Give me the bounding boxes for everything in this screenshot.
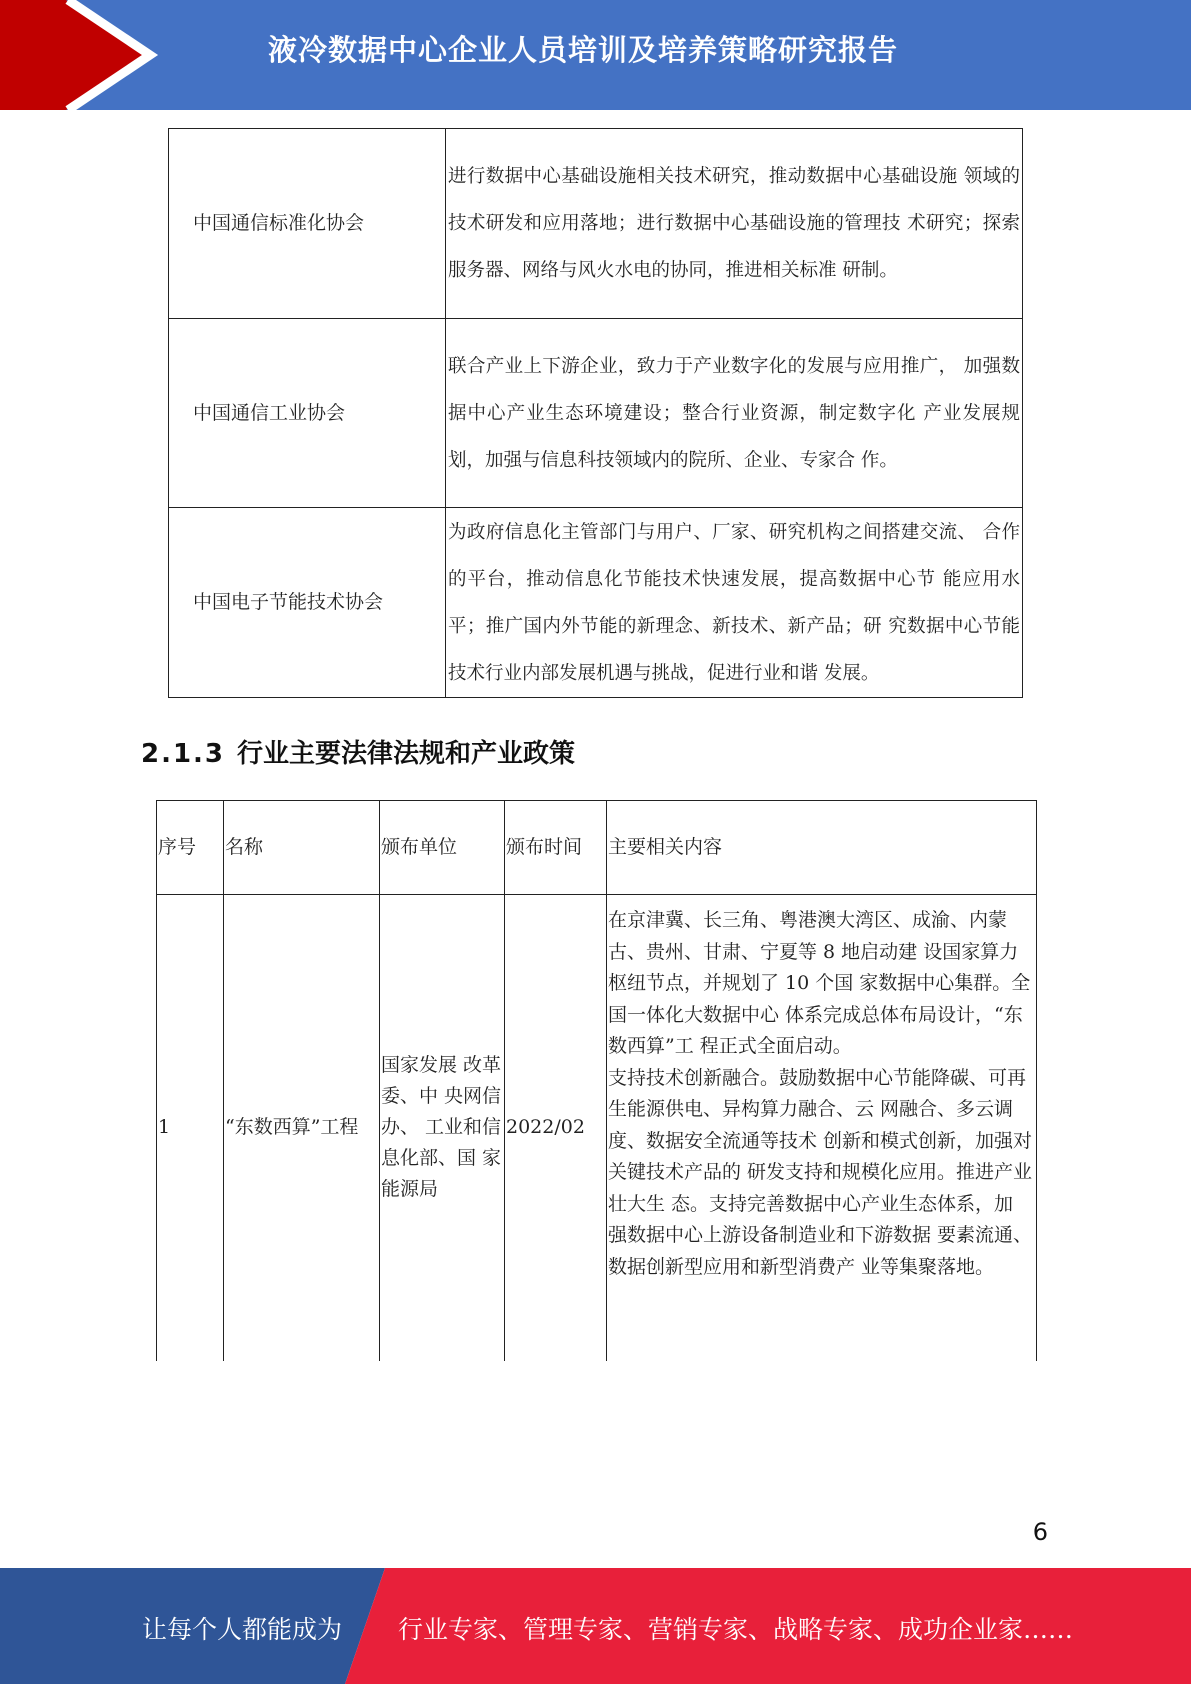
column-header-index: 序号 (157, 801, 224, 895)
report-title: 液冷数据中心企业人员培训及培养策略研究报告 (268, 33, 899, 67)
policy-index: 1 (157, 895, 224, 1361)
footer-slogan-right: 行业专家、管理专家、营销专家、战略专家、成功企业家…… (398, 1615, 1074, 1644)
association-description: 进行数据中心基础设施相关技术研究，推动数据中心基础设施 领域的技术研发和应用落地；进行数据中心基础设施的管理技 术研究；探索服务器、网络与风火水电的协同，推进相关标准 研制。 (446, 129, 1023, 319)
page-number: 6 (1032, 1518, 1048, 1546)
table-header-row (157, 801, 1037, 895)
column-header-date: 颁布时间 (505, 801, 607, 895)
policy-table (156, 800, 1037, 1361)
table-row (157, 895, 1037, 1361)
policy-content-paragraph: 支持技术创新融合。鼓励数据中心节能降碳、可再生能源供电、异构算力融合、云 网融合、多云调度、数据安全流通等技术 创新和模式创新，加强对关键技术产品的 研发支持和规模化应用。推进产业壮大生 态。支持完善数据中心产业生态体系，加 强数据中心上游设备制造业和下游数据 要素流通、数据创新型应用和新型消费产 业等集聚落地。 (608, 1066, 1033, 1278)
association-name: 中国通信工业协会 (169, 319, 446, 508)
association-table (168, 128, 1023, 698)
association-description: 为政府信息化主管部门与用户、厂家、研究机构之间搭建交流、 合作的平台，推动信息化节能技术快速发展，提高数据中心节 能应用水平；推广国内外节能的新理念、新技术、新产品；研 究数据中心节能技术行业内部发展机遇与挑战，促进行业和谐 发展。 (446, 508, 1023, 698)
policy-content (607, 895, 1037, 1361)
page-footer (0, 1568, 1191, 1684)
association-name: 中国电子节能技术协会 (169, 508, 446, 698)
section-title: 行业主要法律法规和产业政策 (237, 739, 576, 769)
association-name: 中国通信标准化协会 (169, 129, 446, 319)
policy-content-paragraph: 在京津冀、长三角、粤港澳大湾区、成渝、内蒙古、贵州、甘肃、宁夏等 8 地启动建 设国家算力枢纽节点，并规划了 10 个国 家数据中心集群。全国一体化大数据中心 体系完成总体布局设计，“东数西算”工 程正式全面启动。 (608, 909, 1031, 1057)
column-header-issuer: 颁布单位 (380, 801, 505, 895)
association-description: 联合产业上下游企业，致力于产业数字化的发展与应用推广， 加强数据中心产业生态环境建设；整合行业资源，制定数字化 产业发展规划，加强与信息科技领域内的院所、企业、专家合 作。 (446, 319, 1023, 508)
footer-slogan-left: 让每个人都能成为 (142, 1615, 343, 1644)
policy-issuer: 国家发展 改革委、中 央网信办、 工业和信 息化部、国 家能源局 (380, 895, 505, 1361)
table-row (169, 508, 1023, 698)
policy-date: 2022/02 (505, 895, 607, 1361)
section-heading (141, 733, 575, 770)
column-header-name: 名称 (224, 801, 380, 895)
section-number: 2.1.3 (141, 739, 226, 769)
column-header-content: 主要相关内容 (607, 801, 1037, 895)
table-row (169, 129, 1023, 319)
table-row (169, 319, 1023, 508)
policy-name: “东数西算”工程 (224, 895, 380, 1361)
page-header (0, 0, 1191, 110)
